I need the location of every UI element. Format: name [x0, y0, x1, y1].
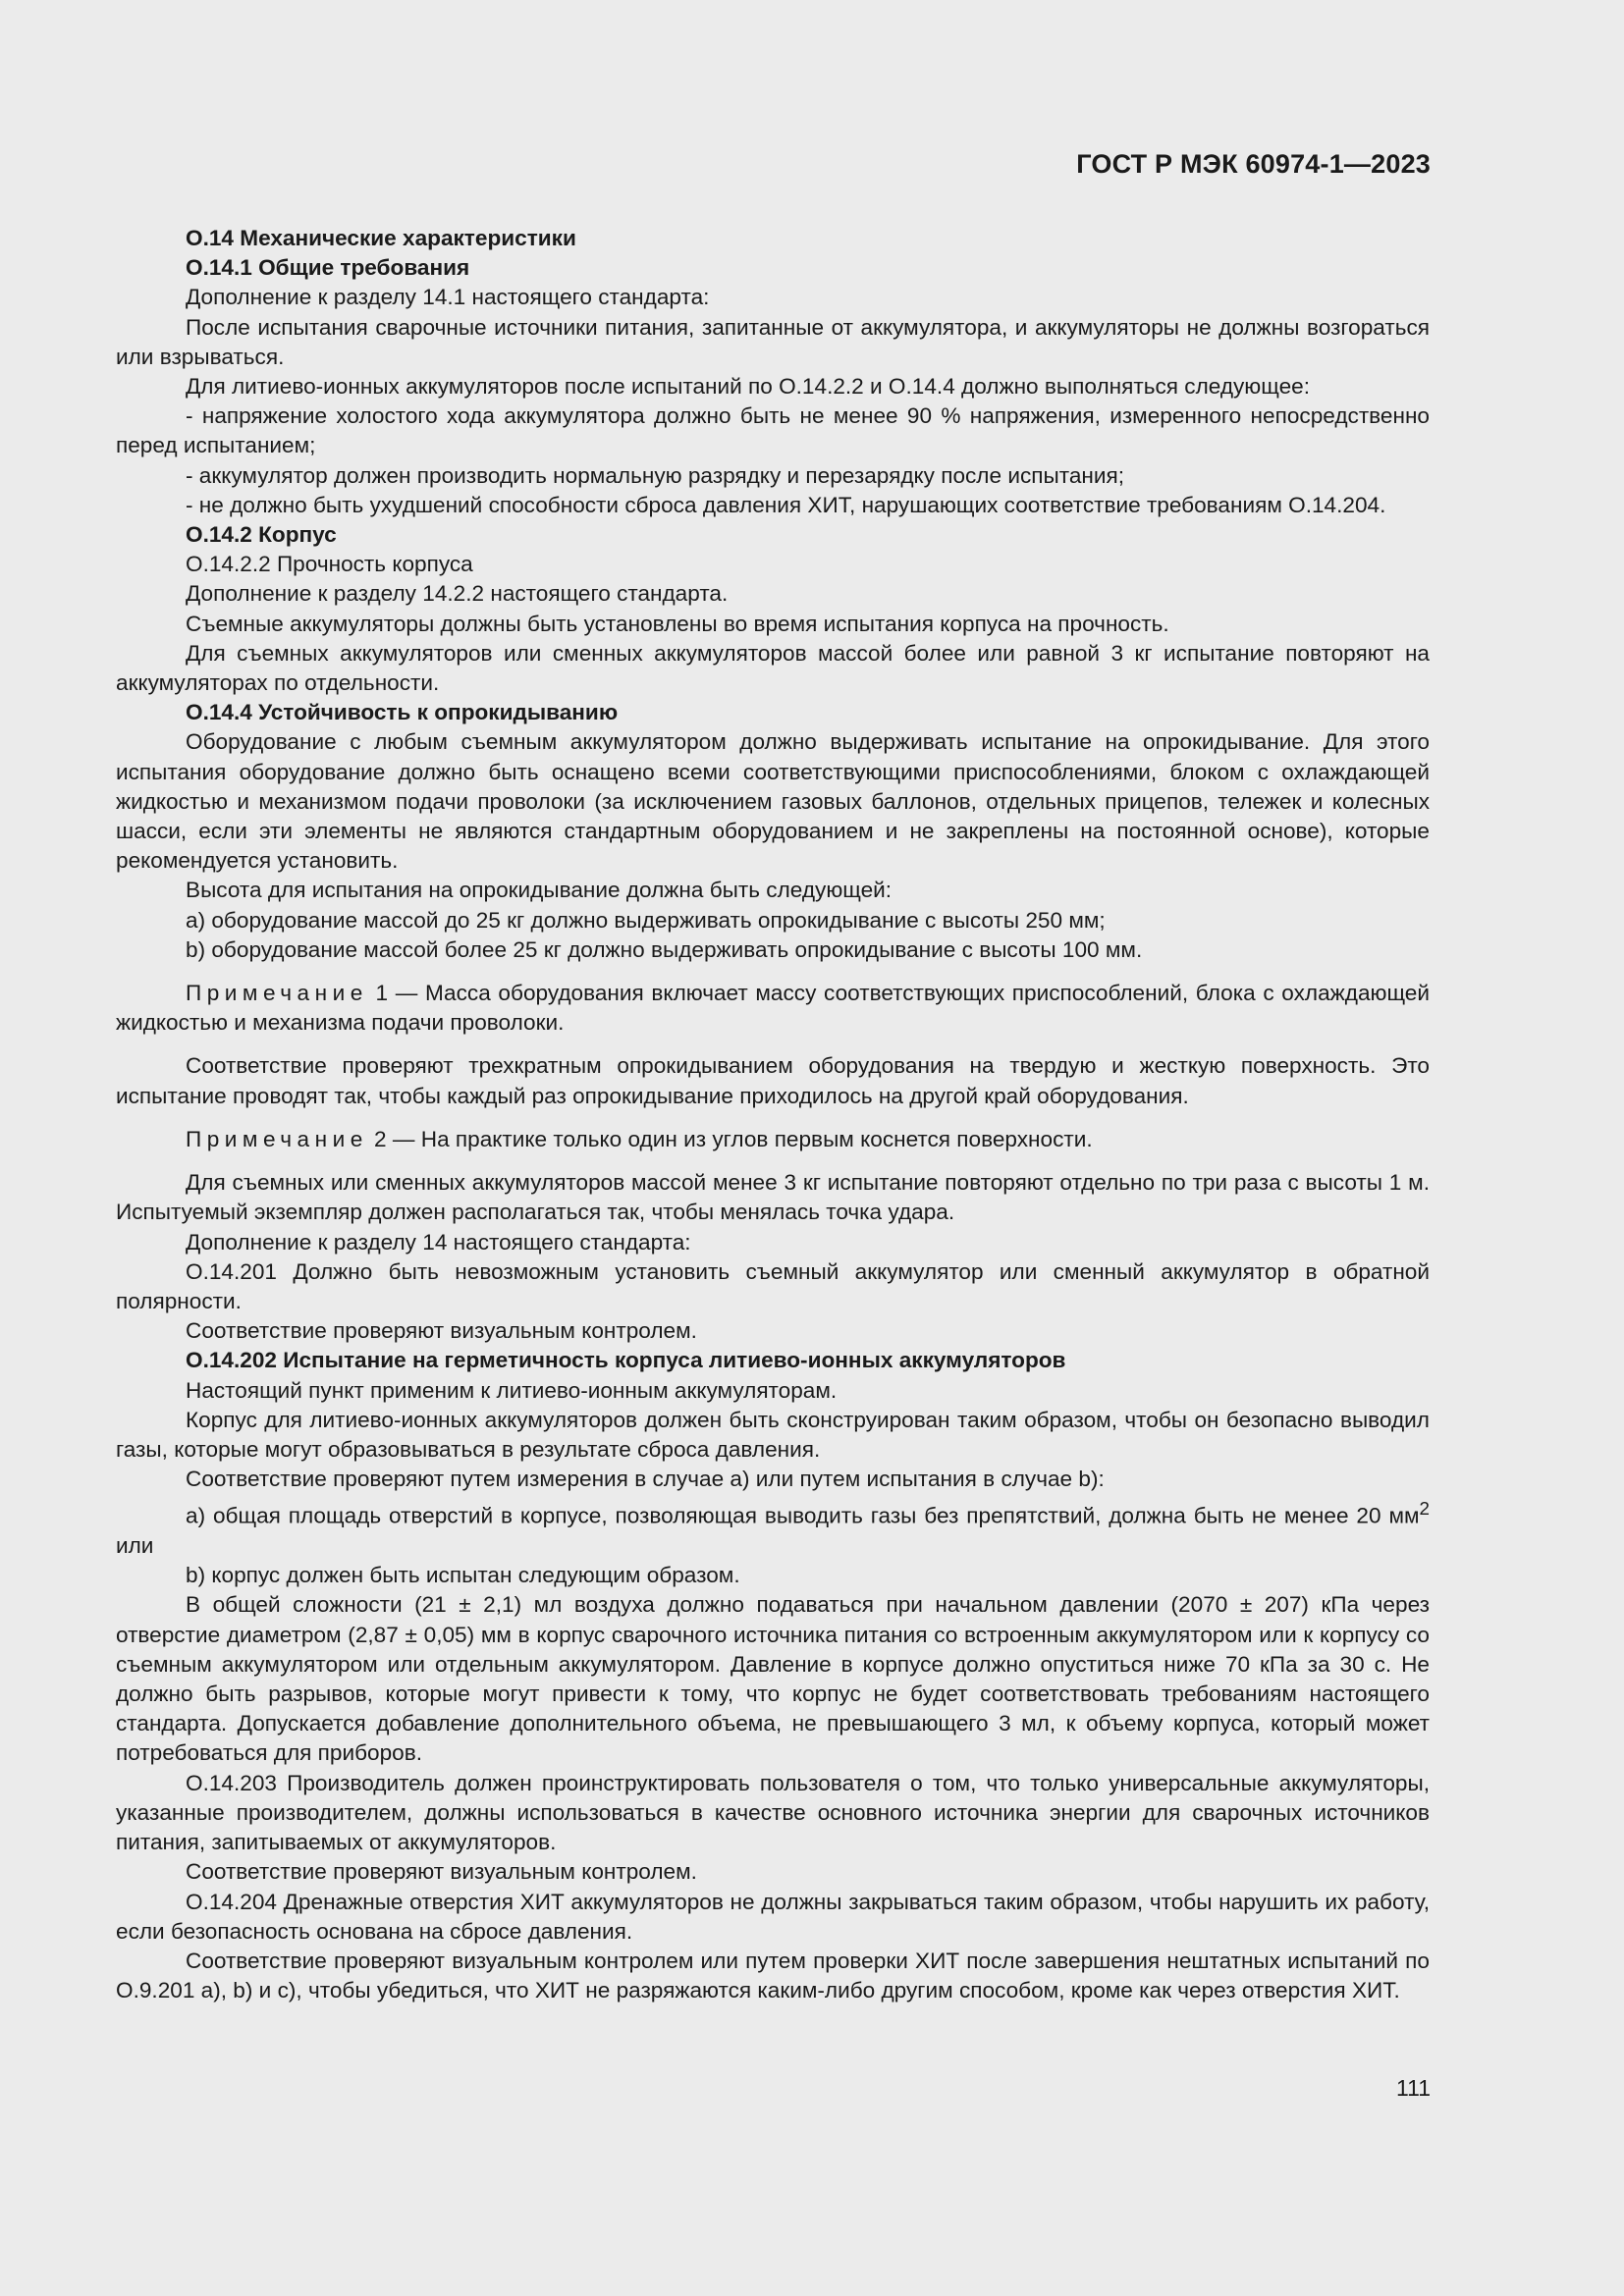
note-text: 1 — Масса оборудования включает массу соответствующих приспособлений, блока с охлаждающей жидкостью и механизма подачи проволоки.: [116, 981, 1430, 1036]
subsection-heading: О.14.202 Испытание на герметичность корпуса литиево-ионных аккумуляторов: [186, 1348, 1066, 1373]
page-number: 111: [1396, 2075, 1431, 2101]
paragraph: Съемные аккумуляторы должны быть установлены во время испытания корпуса на прочность.: [186, 611, 1169, 636]
note: [116, 979, 1430, 1038]
list-item: [116, 1494, 1430, 1561]
paragraph: Соответствие проверяют визуальным контролем.: [186, 1318, 697, 1344]
paragraph: Соответствие проверяют визуальным контролем.: [186, 1859, 697, 1885]
list-item: b) корпус должен быть испытан следующим образом.: [186, 1563, 740, 1588]
note: [116, 1125, 1430, 1154]
list-item: a) оборудование массой до 25 кг должно выдерживать опрокидывание с высоты 250 мм;: [186, 907, 1106, 933]
paragraph: Дополнение к разделу 14.2.2 настоящего стандарта.: [186, 581, 729, 607]
subsection-heading: О.14.1 Общие требования: [186, 255, 470, 281]
paragraph: После испытания сварочные источники питания, запитанные от аккумулятора, и аккумуляторы не должны возгораться или взрываться.: [116, 314, 1430, 369]
paragraph: Корпус для литиево-ионных аккумуляторов должен быть сконструирован таким образом, чтобы он безопасно выводил газы, которые могут образовываться в результате сброса давления.: [116, 1407, 1430, 1462]
paragraph: Дополнение к разделу 14.1 настоящего стандарта:: [186, 285, 710, 310]
note-label: Примечание: [186, 981, 368, 1006]
list-item-text: или: [116, 1533, 154, 1559]
list-item-text: a) общая площадь отверстий в корпусе, позволяющая выводить газы без препятствий, должна быть не менее 20 мм: [186, 1503, 1420, 1528]
note-label: Примечание: [186, 1126, 368, 1151]
document-body: [116, 224, 1430, 2005]
paragraph: О.14.201 Должно быть невозможным установить съемный аккумулятор или сменный аккумулятор в обратной полярности.: [116, 1258, 1430, 1313]
paragraph: Оборудование с любым съемным аккумулятором должно выдерживать испытание на опрокидывание. Для этого испытания оборудование должно быть оснащено всеми соответствующими приспособлениями, блоком с охлаждающей жидкостью и механизмом подачи проволоки (за исключением газовых баллонов, отдельных прицепов, тележек и колесных шасси, если эти элементы не являются стандартным оборудованием и не закреплены на постоянной основе), которые рекомендуется установить.: [116, 729, 1430, 874]
list-item: - не должно быть ухудшений способности сброса давления ХИТ, нарушающих соответствие требованиям О.14.204.: [186, 492, 1386, 517]
paragraph: Соответствие проверяют путем измерения в случае a) или путем испытания в случае b):: [186, 1467, 1105, 1492]
document-header: ГОСТ Р МЭК 60974-1—2023: [1076, 149, 1431, 179]
paragraph: Соответствие проверяют трехкратным опрокидыванием оборудования на твердую и жесткую поверхность. Это испытание проводят так, чтобы каждый раз опрокидывание приходилось на другой край оборудования.: [116, 1053, 1430, 1108]
paragraph: О.14.203 Производитель должен проинструктировать пользователя о том, что только универсальные аккумуляторы, указанные производителем, должны использоваться в качестве основного источника энергии для сварочных источников питания, запитываемых от аккумуляторов.: [116, 1770, 1430, 1855]
paragraph: Для съемных аккумуляторов или сменных аккумуляторов массой более или равной 3 кг испытание повторяют на аккумуляторах по отдельности.: [116, 640, 1430, 696]
list-item: b) оборудование массой более 25 кг должно выдерживать опрокидывание с высоты 100 мм.: [186, 936, 1143, 962]
list-item: - напряжение холостого хода аккумулятора должно быть не менее 90 % напряжения, измеренного непосредственно перед испытанием;: [116, 403, 1430, 458]
paragraph: Для съемных или сменных аккумуляторов массой менее 3 кг испытание повторяют отдельно по три раза с высоты 1 м. Испытуемый экземпляр должен располагаться так, чтобы менялась точка удара.: [116, 1170, 1430, 1225]
note-text: 2 — На практике только один из углов первым коснется поверхности.: [367, 1126, 1093, 1151]
section-heading: О.14 Механические характеристики: [186, 226, 576, 250]
subsection-heading: О.14.4 Устойчивость к опрокидыванию: [186, 700, 619, 725]
list-item: - аккумулятор должен производить нормальную разрядку и перезарядку после испытания;: [186, 462, 1124, 488]
paragraph: Высота для испытания на опрокидывание должна быть следующей:: [186, 878, 893, 903]
paragraph: Настоящий пункт применим к литиево-ионным аккумуляторам.: [186, 1377, 838, 1403]
superscript: 2: [1419, 1498, 1430, 1520]
paragraph: В общей сложности (21 ± 2,1) мл воздуха должно подаваться при начальном давлении (2070 ± 207) кПа через отверстие диаметром (2,87 ± 0,05) мм в корпус сварочного источника питания со встроенным аккумулятором или к корпусу со съемным аккумулятором или отдельным аккумулятором. Давление в корпусе должно опуститься ниже 70 кПа за 30 с. Не должно быть разрывов, которые могут привести к тому, что корпус не будет соответствовать требованиям настоящего стандарта. Допускается добавление дополнительного объема, не превышающего 3 мл, к объему корпуса, который может потребоваться для приборов.: [116, 1592, 1430, 1766]
paragraph: О.14.204 Дренажные отверстия ХИТ аккумуляторов не должны закрываться таким образом, чтобы нарушить их работу, если безопасность основана на сбросе давления.: [116, 1889, 1430, 1944]
paragraph: Дополнение к разделу 14 настоящего стандарта:: [186, 1229, 691, 1255]
paragraph: Соответствие проверяют визуальным контролем или путем проверки ХИТ после завершения нештатных испытаний по О.9.201 a), b) и c), чтобы убедиться, что ХИТ не разряжаются каким-либо другим способом, кроме как через отверстия ХИТ.: [116, 1948, 1430, 2003]
paragraph: О.14.2.2 Прочность корпуса: [186, 552, 473, 577]
subsection-heading: О.14.2 Корпус: [186, 522, 337, 548]
paragraph: Для литиево-ионных аккумуляторов после испытаний по О.14.2.2 и О.14.4 должно выполняться следующее:: [186, 374, 1310, 400]
